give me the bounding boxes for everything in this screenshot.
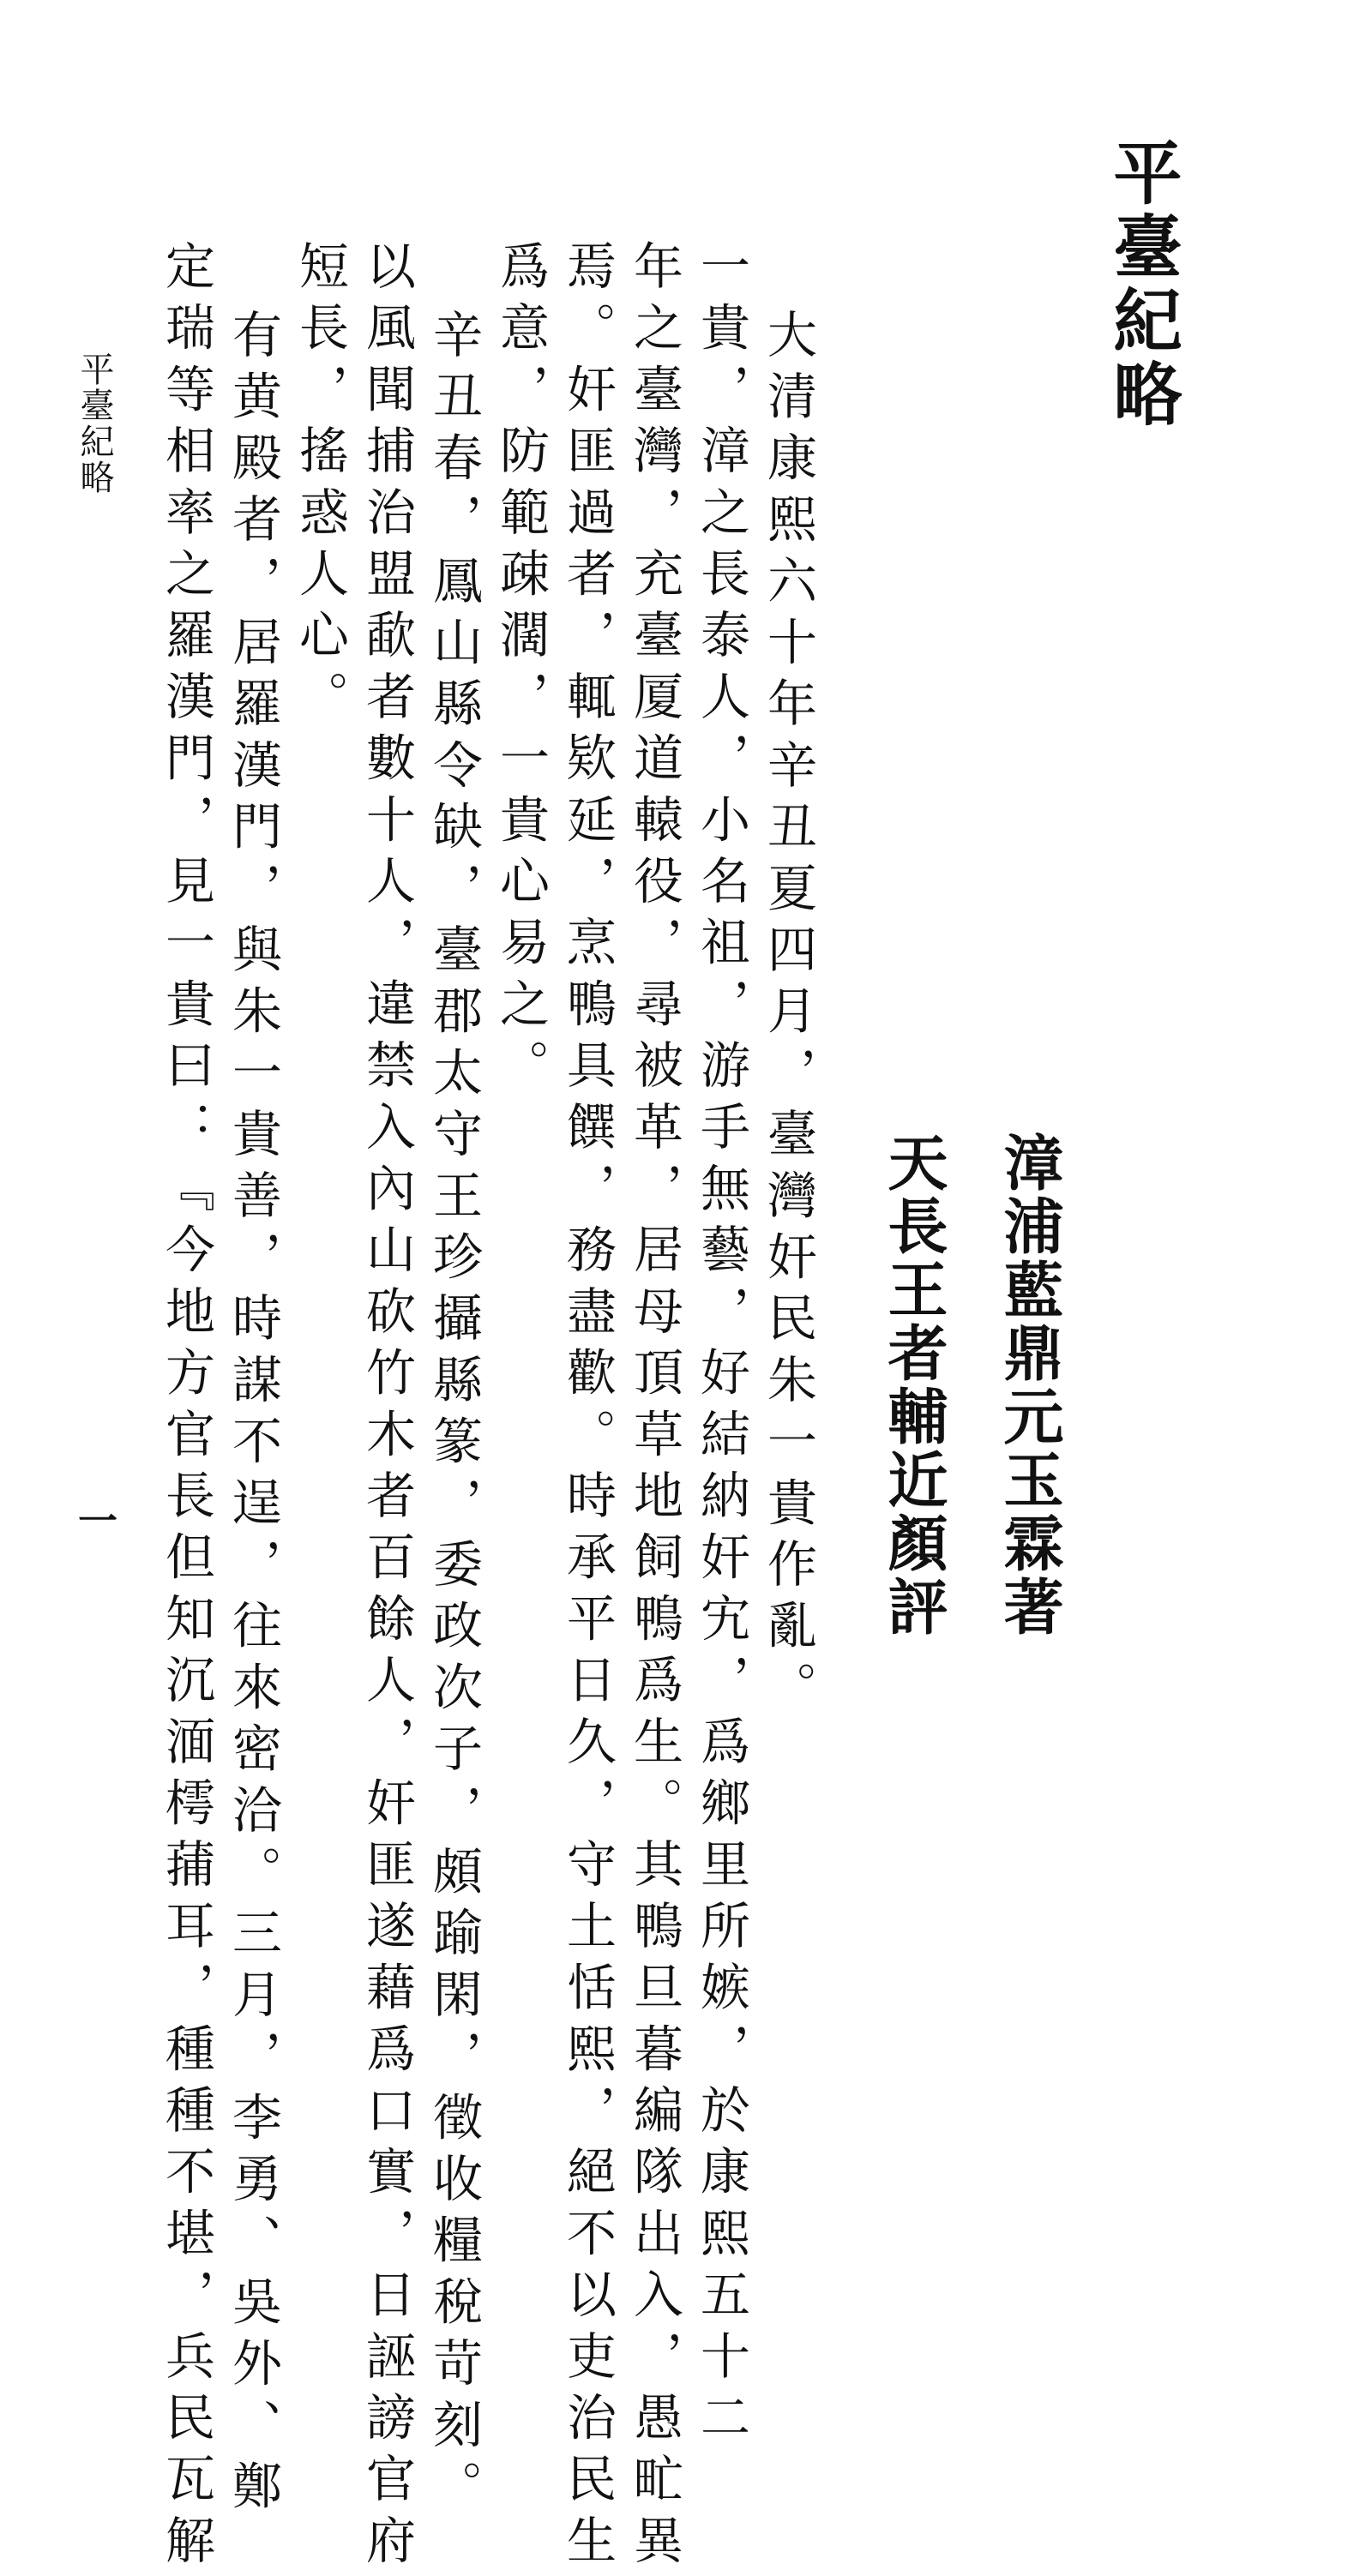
text-column: 爲意，防範疎濶，一貴心易之。 (491, 240, 550, 1101)
text-column: 短長，搖惑人心。 (291, 240, 349, 732)
author-line: 漳浦藍鼎元玉霖著 (994, 1132, 1065, 1639)
page-title: 平臺紀略 (1102, 137, 1182, 432)
text-column: 辛丑春，鳳山縣令缺，臺郡太守王珍攝縣篆，委政次子，頗踰閑，徵收糧稅苛刻。 (424, 309, 483, 2522)
text-column: 定瑞等相率之羅漢門，見一貴曰：『今地方官長但知沉湎樗蒱耳，種種不堪，兵民瓦解 (157, 240, 215, 2576)
text-column: 焉。奸匪過者，輒欵延，烹鴨具饌，務盡歡。時承平日久，守土恬熙，絕不以吏治民生 (558, 240, 617, 2576)
text-column: 以風聞捕治盟歃者數十人，違禁入內山砍竹木者百餘人，奸匪遂藉爲口實，日誣謗官府 (358, 240, 416, 2576)
text-column: 年之臺灣，充臺厦道轅役，尋被革，居母頂草地飼鴨爲生。其鴨旦暮編隊出入，愚甿異 (625, 240, 683, 2576)
page-number: 一 (72, 1500, 118, 1540)
text-column: 有黄殿者，居羅漢門，與朱一貴善，時謀不逞，往來密洽。三月，李勇、吳外、鄭 (224, 309, 282, 2522)
commentator-line: 天長王者輔近顏評 (878, 1132, 949, 1639)
text-column: 一貴，漳之長泰人，小名祖，游手無藝，好結納奸宄，爲鄉里所嫉，於康熙五十二 (692, 240, 750, 2453)
text-column: 大清康熙六十年辛丑夏四月，臺灣奸民朱一貴作亂。 (759, 309, 817, 1723)
running-title: 平臺紀略 (75, 351, 114, 495)
